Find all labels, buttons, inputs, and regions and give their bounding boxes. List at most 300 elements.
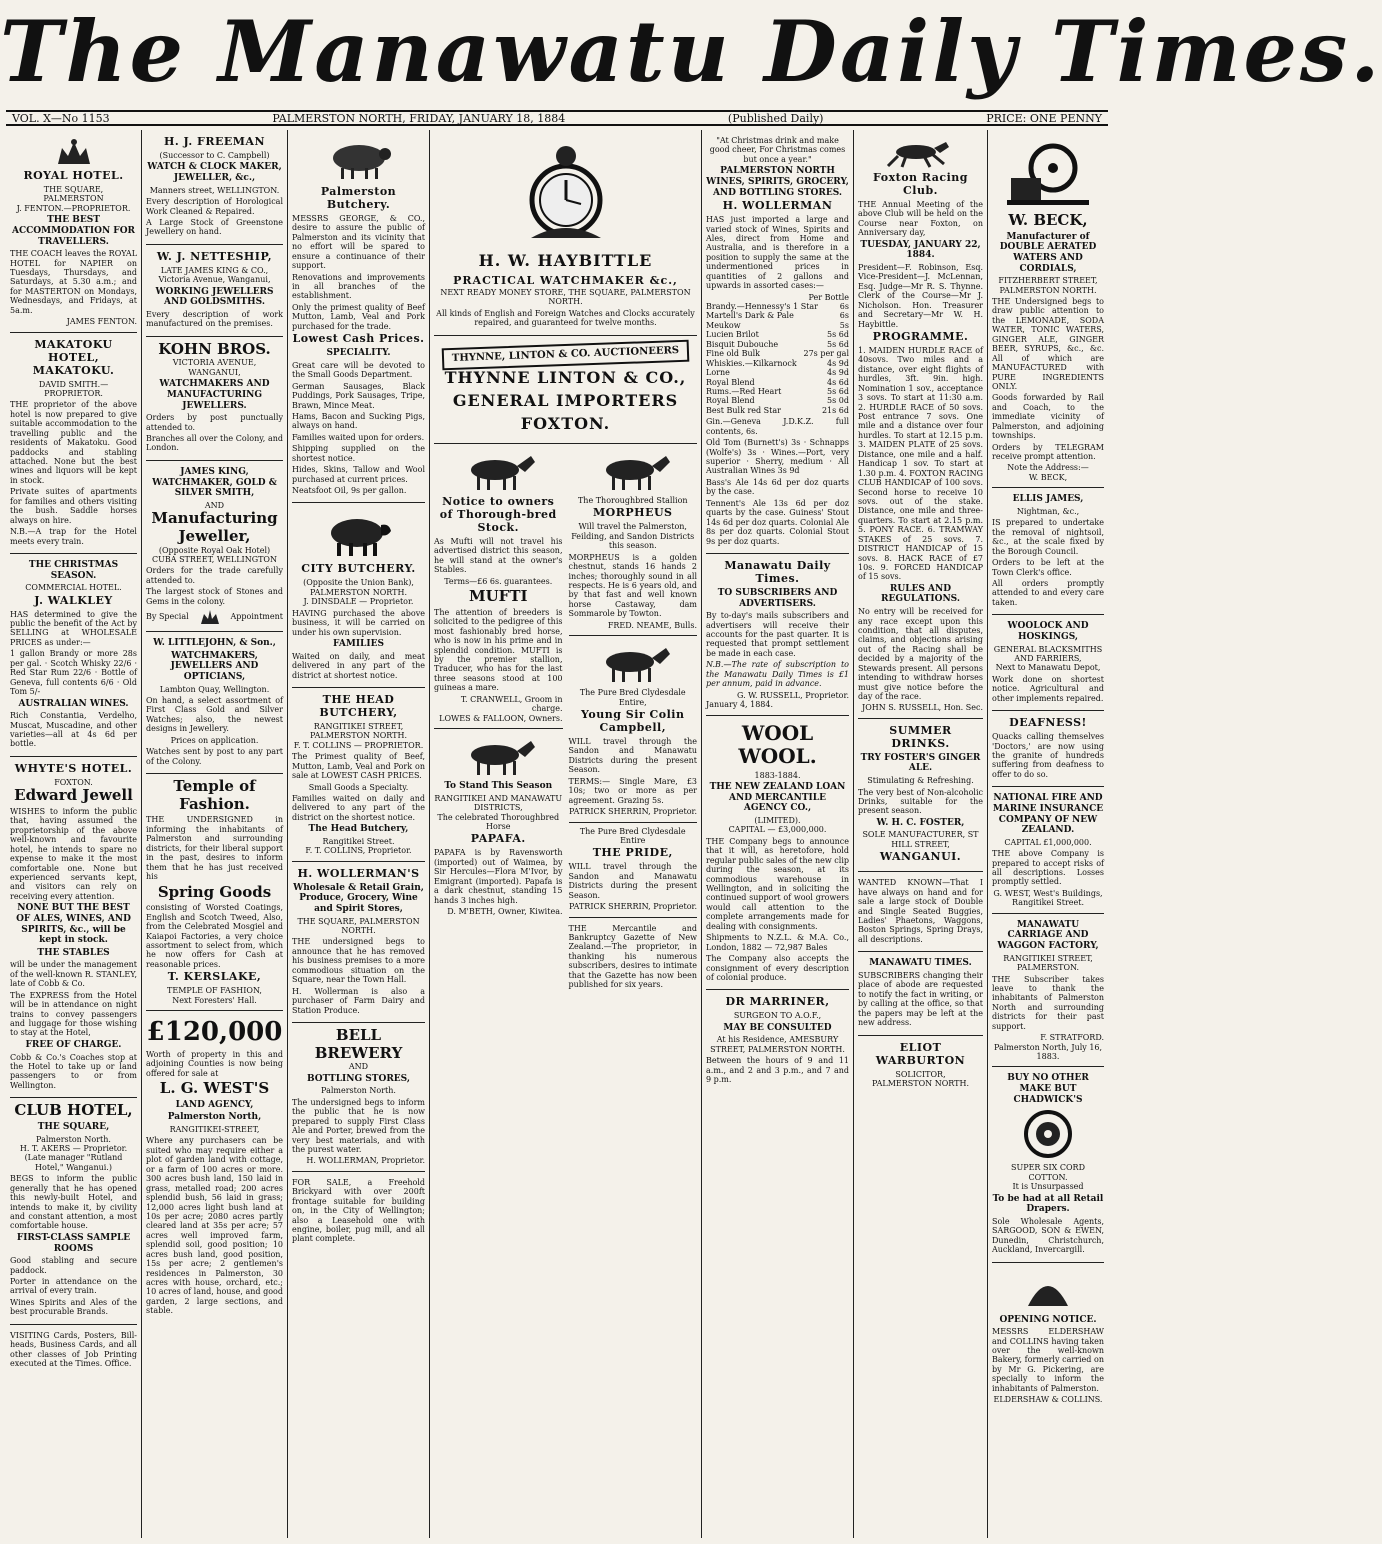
price-item: Whiskies.—Kilkarnock bbox=[706, 358, 797, 368]
temple-head: Temple of Fashion. bbox=[173, 777, 256, 813]
ad-wool bbox=[706, 716, 849, 991]
ad-royal-hotel bbox=[10, 130, 137, 333]
littlejohn-name: W. LITTLEJOHN, & Son., bbox=[153, 638, 276, 649]
column-2 bbox=[142, 130, 288, 1538]
ad-mdt-subscribers bbox=[706, 554, 849, 716]
thynne-town: FOXTON. bbox=[520, 414, 611, 434]
ad-club-hotel bbox=[10, 1098, 137, 1325]
price-item: Lucien Brilot bbox=[706, 330, 759, 340]
volume-number: VOL. X—No 1153 bbox=[12, 111, 110, 125]
club-porter: Porter in attendance on the arrival of every train. bbox=[10, 1277, 137, 1296]
haybittle-address: NEXT READY MONEY STORE, THE SQUARE, PALMERSTON NORTH. bbox=[440, 287, 691, 307]
opening-signature: ELDERSHAW & COLLINS. bbox=[993, 1395, 1103, 1405]
papafa-districts: RANGITIKEI AND MANAWATU DISTRICTS, bbox=[434, 793, 563, 813]
price-item: Royal Blend bbox=[706, 377, 755, 387]
express-body: The EXPRESS from the Hotel will be in attendance on night trains to convey passengers and luggage for those wishing to stay at the Hotel, bbox=[10, 990, 137, 1038]
foxton-body: THE Annual Meeting of the above Club will be held on the Course near Foxton, on Anniversary day, bbox=[858, 199, 983, 238]
club-body: BEGS to inform the public generally that he has opened this newly-built Hotel, and intends to make it, by civility and constant attention, a most comfortable house. bbox=[10, 1174, 137, 1231]
west-body: Worth of property in this and adjoining Counties is now being offered for sale at bbox=[146, 1049, 283, 1078]
city-butchery-proprietor: J. DINSDALE — Proprietor. bbox=[303, 597, 414, 607]
club-town: Palmerston North. bbox=[36, 1134, 111, 1144]
ad-temple-of-fashion bbox=[146, 774, 283, 1011]
papafa-body: PAPAFA is by Ravensworth (imported) out of Waimea, by Sir Hercules—Flora M'Ivor, by Emigrant (imported). Papafa is a dark chestnut, standing 15 hands 3 inches high. bbox=[434, 848, 563, 905]
mercantile-body: THE Mercantile and Bankruptcy Gazette of New Zealand.—The proprietor, in thanking his numerous subscribers, desires to intimate that the Gazette has now been published for six years. bbox=[568, 923, 697, 990]
notice-head: Notice to owners of Thorough-bred Stock. bbox=[439, 495, 557, 534]
masthead bbox=[0, 0, 1382, 104]
ad-wollerman-grain bbox=[292, 862, 425, 1023]
horse-icon bbox=[588, 644, 678, 684]
eliot-name: ELIOT WARBURTON bbox=[875, 1040, 966, 1067]
price-row bbox=[706, 406, 849, 415]
column-4 bbox=[430, 130, 702, 1538]
price-item: Fine old Bulk bbox=[706, 349, 761, 359]
programme-body: 1. MAIDEN HURDLE RACE of 40sovs. Two miles and a distance, over eight flights of hurdles, 3ft. 9in. high. Nomination 1 sov., acceptance 3 sovs. To start at 11:30 a.m. 2. HURDLE RACE of 50 sovs. Post entrance 7 sovs. One mile and a distance over four hurdles. To start at 12.15 p.m. 3. MAIDEN PLATE of 25 sovs. Distance, one mile and a half. Handicap 1 sov. To start at 1.30 p.m. 4. FOXTON RACING CLUB HANDICAP of 100 sovs. Second horse to receive 10 sovs. out of the stake. Distance, one mile and three-quarters. To start at 2.15 p.m. 5. PONY RACE. 6. TRAMWAY STAKES of 25 sovs. 7. DISTRICT HANDICAP of 15 sovs. 8. HACK RACE of £7 10s. 9. FORCED HANDICAP of 15 sovs. bbox=[858, 345, 983, 582]
stables-body: will be under the management of the well-known R. STANLEY, late of Cobb & Co. bbox=[10, 960, 137, 989]
ad-carriage-factory bbox=[992, 914, 1104, 1068]
city-butchery-name: CITY BUTCHERY. bbox=[301, 562, 416, 576]
christmas-quote: "At Christmas drink and make good cheer, For Christmas comes but once a year." bbox=[709, 136, 846, 164]
butchery-shipping: Shipping supplied on the shortest notice. bbox=[292, 444, 425, 463]
mdt-signature: G. W. RUSSELL, Proprietor. bbox=[736, 690, 849, 700]
newspaper-title: The Manawatu Daily Times. bbox=[0, 2, 1382, 101]
ad-eliot-warburton bbox=[858, 1036, 983, 1094]
christmas-hotel: COMMERCIAL HOTEL. bbox=[25, 583, 122, 593]
foxton-date: TUESDAY, JANUARY 22, 1884. bbox=[860, 239, 981, 261]
ellis-name: ELLIS JAMES, bbox=[1012, 494, 1084, 505]
morpheus-intro: The Thoroughbred Stallion bbox=[577, 496, 688, 506]
eliot-title: SOLICITOR, bbox=[895, 1069, 946, 1079]
wool-years: 1883-1884. bbox=[754, 770, 801, 780]
wool-body: THE Company begs to announce that it will, as heretofore, hold regular public sales of the new clip during the season, at its commodious warehouse in Wellington, and in soliciting the continued support of wool growers would call attention to the complete arrangements made for dealing with consignments. bbox=[706, 836, 849, 931]
makatoku-nb: N.B.—A trap for the Hotel meets every train. bbox=[10, 527, 137, 546]
head-butchery-proprietor-2: F. T. COLLINS, Proprietor. bbox=[305, 846, 412, 856]
club-stabling: Good stabling and secure paddock. bbox=[10, 1256, 137, 1275]
bakery-emblem-icon bbox=[1023, 1271, 1073, 1311]
price-value: 6s bbox=[839, 302, 849, 312]
price-value: 21s 6d bbox=[821, 405, 849, 415]
price-row bbox=[706, 359, 849, 368]
papafa-head: PAPAFA. bbox=[470, 832, 526, 846]
column-4-right bbox=[569, 444, 698, 997]
mdt-date: January 4, 1884. bbox=[706, 700, 774, 710]
ad-w-beck bbox=[992, 130, 1104, 488]
netteship-address: Victoria Avenue, Wanganui, bbox=[158, 275, 271, 285]
summer-sub: TRY FOSTER'S GINGER ALE. bbox=[860, 752, 981, 774]
freeman-body: Every description of Horological Work Cleaned & Repaired. bbox=[146, 197, 283, 216]
head-butchery-name-2: The Head Butchery, bbox=[308, 824, 409, 835]
place-and-date: PALMERSTON NORTH, FRIDAY, JANUARY 18, 1884 bbox=[272, 111, 566, 125]
ad-young-sir-colin bbox=[569, 636, 698, 822]
chadwick-agents: Sole Wholesale Agents, SARGOOD, SON & EWEN, Dunedin, Christchurch, Auckland, Invercargill. bbox=[992, 1216, 1104, 1255]
royal-hotel-name: ROYAL HOTEL. bbox=[23, 169, 124, 182]
foxton-head: Foxton Racing Club. bbox=[873, 171, 968, 197]
price-row bbox=[706, 330, 849, 339]
summer-tag: Stimulating & Refreshing. bbox=[867, 776, 974, 786]
club-rooms: FIRST-CLASS SAMPLE ROOMS bbox=[16, 1232, 131, 1254]
ad-bell-brewery bbox=[292, 1023, 425, 1172]
national-body: THE above Company is prepared to accept risks of all descriptions. Losses promptly settled. bbox=[992, 849, 1104, 887]
price-value: 5s 0d bbox=[827, 396, 849, 406]
ad-woolock-hoskings bbox=[992, 615, 1104, 711]
ad-wollerman-stores bbox=[706, 130, 849, 554]
butchery-families: Families waited upon for orders. bbox=[292, 432, 425, 442]
kohn-title: WATCHMAKERS AND MANUFACTURING JEWELLERS. bbox=[159, 379, 270, 411]
mufti-owners: LOWES & FALLOON, Owners. bbox=[439, 713, 563, 723]
ellis-all: All orders promptly attended to and every care taken. bbox=[992, 578, 1104, 607]
pride-intro: The Pure Bred Clydesdale Entire bbox=[579, 826, 686, 845]
ad-makatoku-hotel bbox=[10, 333, 137, 554]
ad-foxton-racing bbox=[858, 130, 983, 719]
bell-and: AND bbox=[348, 1062, 369, 1072]
ad-summer-drinks bbox=[858, 719, 983, 872]
woolock-address: Next to Manawatu Depot, bbox=[995, 663, 1101, 673]
ad-visiting-cards bbox=[10, 1325, 137, 1376]
royal-hotel-best: THE BEST ACCOMMODATION FOR TRAVELLERS. bbox=[11, 215, 136, 247]
wanted-body: WANTED KNOWN—That I have always on hand and for sale a large stock of Double and Single Seated Buggies, Ladies' Phaetons, Waggons, Boston Springs, Spring Drays, all descriptions. bbox=[858, 878, 983, 944]
king-appointment-right: Appointment bbox=[230, 612, 283, 622]
national-head: NATIONAL FIRE AND MARINE INSURANCE COMPANY OF NEW ZEALAND. bbox=[992, 793, 1104, 836]
kohn-address: VICTORIA AVENUE, WANGANUI, bbox=[172, 358, 257, 377]
freeman-successor: (Successor to C. Campbell) bbox=[159, 150, 270, 160]
price-row bbox=[706, 302, 849, 311]
horse-icon bbox=[588, 452, 678, 492]
price-row bbox=[706, 321, 849, 330]
temple-body: THE UNDERSIGNED in informing the inhabitants of Palmerston and surrounding districts, for their liberal support in the past, desires to inform them that he has just received his bbox=[146, 815, 283, 882]
clock-cherub-icon bbox=[511, 138, 621, 248]
head-butchery-address: RANGITIKEI STREET, PALMERSTON NORTH. bbox=[309, 721, 407, 741]
national-signature: G. WEST, West's Buildings, Rangitikei Street. bbox=[993, 888, 1103, 908]
woolock-body: Work done on shortest notice. Agricultural and other implements repaired. bbox=[992, 674, 1104, 703]
ellis-title: Nightman, &c., bbox=[1016, 506, 1080, 516]
ad-christmas-season bbox=[10, 554, 137, 757]
price-value: 5s 6d bbox=[827, 386, 849, 396]
club-name: CLUB HOTEL, bbox=[14, 1101, 133, 1120]
mufti-body: The attention of breeders is solicited to the pedigree of this most fashionably bred horse, who is now in his prime and in splendid condition. MUFTI is by the premier stallion, Traducer, who has for the last three seasons stood at 100 guineas a mare. bbox=[434, 607, 563, 693]
ad-wanted-known bbox=[858, 872, 983, 952]
stores-name: H. WOLLERMAN bbox=[722, 199, 833, 213]
city-butchery-body: HAVING purchased the above business, it will be carried on under his own supervision. bbox=[292, 608, 425, 637]
cotton-reel-seal-icon bbox=[1023, 1109, 1073, 1159]
woolock-title: GENERAL BLACKSMITHS AND FARRIERS, bbox=[993, 644, 1103, 663]
marriner-hours: Between the hours of 9 and 11 a.m., and 2 and 3 p.m., and 7 and 9 p.m. bbox=[706, 1056, 849, 1085]
wool-capital: CAPITAL — £3,000,000. bbox=[728, 825, 827, 835]
littlejohn-body: On hand, a select assortment of First Class Gold and Silver Watches; also, the newest designs in Jewellery. bbox=[146, 696, 283, 734]
ad-ellis-james bbox=[992, 488, 1104, 615]
netteship-late: LATE JAMES KING & CO., bbox=[160, 265, 269, 275]
column-4-left bbox=[434, 444, 563, 997]
columns bbox=[6, 130, 1108, 1538]
city-butchery-waited: Waited on daily, and meat delivered in any part of the district at shortest notice. bbox=[292, 651, 425, 680]
wool-agent: The Company also accepts the consignment of every description of colonial produce. bbox=[706, 954, 849, 982]
notice-terms: Terms—£6 6s. guarantees. bbox=[444, 576, 553, 586]
littlejohn-title: WATCHMAKERS, JEWELLERS AND OPTICIANS, bbox=[170, 650, 259, 682]
stores-body: HAS just imported a large and varied stock of Wines, Spirits and Ales, direct from Home and Australia, and is therefore in a position to supply the same at the undermentioned prices in quantities of 2 gallons and upwards in assorted cases:— bbox=[706, 215, 849, 291]
ad-west-land-agency bbox=[146, 1011, 283, 1323]
freeman-name: H. J. FREEMAN bbox=[163, 135, 266, 148]
christmas-head: THE CHRISTMAS SEASON. bbox=[28, 559, 119, 581]
publication-frequency: (Published Daily) bbox=[727, 111, 824, 125]
rules-head: RULES AND REGULATIONS. bbox=[881, 583, 960, 605]
west-town: Palmerston North, bbox=[167, 1112, 262, 1123]
ad-city-butchery bbox=[292, 503, 425, 688]
king-name: JAMES KING, WATCHMAKER, GOLD & SILVER SMITH, bbox=[152, 466, 277, 499]
woolock-name: WOOLOCK AND HOSKINGS, bbox=[1007, 621, 1089, 642]
king-address: CUBA STREET, WELLINGTON bbox=[152, 554, 277, 564]
head-butchery-address-2: Rangitikei Street. bbox=[322, 836, 395, 846]
haybittle-title: PRACTICAL WATCHMAKER &c., bbox=[453, 273, 678, 287]
bell-title: BOTTLING STORES, bbox=[307, 1073, 410, 1084]
gin-head: Gin.—Geneva J.D.K.Z. full contents, 6s. bbox=[706, 417, 849, 436]
column-1 bbox=[6, 130, 142, 1538]
king-title: Manufacturing Jeweller, bbox=[151, 509, 278, 545]
marriner-may: MAY BE CONSULTED bbox=[723, 1022, 832, 1033]
horse-icon bbox=[453, 737, 543, 777]
king-and: AND bbox=[204, 500, 225, 510]
ad-brickyard bbox=[292, 1172, 425, 1251]
summer-head: SUMMER DRINKS. bbox=[889, 723, 952, 750]
opening-body: MESSRS ELDERSHAW and COLLINS having taken over the well-known Bakery, formerly carried on by Mr G. Pickering, are specially to inform the inhabitants of Palmerston. bbox=[992, 1327, 1104, 1393]
national-capital: CAPITAL £1,000,000. bbox=[1004, 837, 1092, 847]
per-bottle-label: Per Bottle bbox=[808, 292, 849, 302]
netteship-title: WORKING JEWELLERS AND GOLDSMITHS. bbox=[155, 286, 274, 308]
carriage-date: Palmerston North, July 16, 1883. bbox=[993, 1042, 1103, 1061]
wollerman-address: THE SQUARE, PALMERSTON NORTH. bbox=[297, 916, 420, 935]
city-butchery-opposite: (Opposite the Union Bank), bbox=[303, 578, 414, 588]
netteship-name: W. J. NETTESHIP, bbox=[156, 249, 273, 263]
sir-colin-terms: TERMS:— Single Mare, £3 10s; two or more as per agreement. Grazing 5s. bbox=[568, 776, 697, 805]
whytes-proprietor: Edward Jewell bbox=[14, 786, 133, 805]
city-butchery-town: PALMERSTON NORTH. bbox=[309, 587, 407, 597]
mdt-body: By to-day's mails subscribers and advertisers will receive their accounts for the past quarter. It is requested that prompt settlement be made in each case. bbox=[706, 611, 849, 658]
mdt-head: Manawatu Daily Times. bbox=[724, 558, 831, 585]
haybittle-body: All kinds of English and Foreign Watches and Clocks accurately repaired, and guaranteed for twelve months. bbox=[436, 308, 695, 328]
spring-head: Spring Goods bbox=[157, 882, 272, 901]
beck-name: W. BECK, bbox=[1008, 211, 1088, 229]
littlejohn-post: Watches sent by post to any part of the Colony. bbox=[146, 747, 283, 766]
summer-name: W. H. C. FOSTER, bbox=[876, 817, 965, 828]
whytes-body: WISHES to inform the public that, having assumed the proprietorship of the above well-known and favourite hotel, he intends to spare no expense to make it the most comfortable one. None but experienced servants kept, and visitors can rely on receiving every attention. bbox=[10, 806, 137, 901]
butchery-renovations: Renovations and improvements in all branches of the establishment. bbox=[292, 272, 425, 301]
pride-head: THE PRIDE, bbox=[592, 846, 673, 860]
king-opposite: (Opposite Royal Oak Hotel) bbox=[158, 545, 271, 555]
head-butchery-families: Families waited on daily and delivered to any part of the district on the shortest notice. bbox=[292, 793, 425, 822]
price-row bbox=[706, 378, 849, 387]
marriner-address: At his Residence, AMESBURY STREET, PALMERSTON NORTH. bbox=[710, 1035, 845, 1054]
ellis-body: IS prepared to undertake the removal of nightsoil, &c., at the scale fixed by the Borough Council. bbox=[992, 518, 1104, 556]
ad-mercantile-gazette bbox=[569, 918, 698, 997]
head-butchery-name: THE HEAD BUTCHERY, bbox=[319, 692, 398, 719]
royal-hotel-signature: JAMES FENTON. bbox=[66, 317, 137, 327]
express-free: FREE OF CHARGE. bbox=[25, 1039, 122, 1050]
makatoku-body: THE proprietor of the above hotel is now prepared to give suitable accommodation to the travelling public and the residents of Makatoku. Good paddocks and stabling attached. None but the best wines and liquors will be kept in stock. bbox=[10, 400, 137, 485]
ale-head: Bass's Ale 14s 6d per doz quarts by the case. bbox=[706, 477, 849, 497]
ad-morpheus bbox=[569, 444, 698, 636]
summer-body: The very best of Non-alcoholic Drinks, suitable for the present season. bbox=[858, 787, 983, 816]
royal-hotel-place: THE SQUARE, bbox=[43, 184, 104, 194]
ad-the-pride bbox=[569, 823, 698, 918]
makatoku-extra: Private suites of apartments for families and others visiting the bush. Saddle horses always on hire. bbox=[10, 487, 137, 525]
rules-signature: JOHN S. RUSSELL, Hon. Sec. bbox=[862, 703, 983, 713]
eliot-town: PALMERSTON NORTH. bbox=[871, 1078, 969, 1088]
price-row bbox=[706, 387, 849, 396]
sir-colin-head: Young Sir Colin Campbell, bbox=[581, 708, 685, 735]
whytes-town: FOXTON. bbox=[54, 777, 93, 787]
city-butchery-families: FAMILIES bbox=[333, 639, 384, 650]
price-value: 5s 6d bbox=[827, 339, 849, 349]
butchery-speciality: SPECIALITY. bbox=[326, 348, 391, 359]
ad-netteship bbox=[146, 245, 283, 337]
chadwick-head: BUY NO OTHER MAKE BUT CHADWICK'S bbox=[1007, 1073, 1089, 1105]
wollerman-title: Wholesale & Retail Grain, Produce, Grocery, Wine and Spirit Stores, bbox=[293, 882, 424, 914]
kohn-body: Orders by post punctually attended to. bbox=[146, 413, 283, 432]
carriage-signature: F. STRATFORD. bbox=[1040, 1033, 1104, 1043]
times-body: SUBSCRIBERS changing their place of abode are requested to notify the fact in writing, or by calling at the office, so that the papers may be left at the new address. bbox=[858, 970, 983, 1028]
deafness-head: DEAFNESS! bbox=[1009, 716, 1087, 730]
bell-signature: H. WOLLERMAN, Proprietor. bbox=[306, 1156, 425, 1166]
thynne-banner: THYNNE, LINTON & CO. AUCTIONEERS bbox=[442, 339, 690, 369]
ad-chadwicks bbox=[992, 1067, 1104, 1262]
column-5 bbox=[702, 130, 854, 1538]
wollerman-body: THE undersigned begs to announce that he has removed his business premises to a more commodious situation on the Square, near the Town Hall. bbox=[292, 937, 425, 985]
butchery-low-prices: Lowest Cash Prices. bbox=[292, 332, 425, 346]
sheep-icon bbox=[319, 138, 399, 182]
beck-goods: Goods forwarded by Rail and Coach, to the immediate vicinity of Palmerston, and adjoining townships. bbox=[992, 393, 1104, 441]
price-list bbox=[706, 302, 849, 415]
price-item: Best Bulk red Star bbox=[706, 405, 781, 415]
ad-haybittle bbox=[434, 130, 697, 336]
pride-signature: PATRICK SHERRIN, Proprietor. bbox=[568, 902, 697, 912]
ad-thynne-linton bbox=[434, 336, 697, 444]
king-body: Orders for the trade carefully attended to. bbox=[146, 566, 283, 585]
butchery-hides: Hides, Skins, Tallow and Wool purchased at current prices. bbox=[292, 465, 425, 484]
price-value: 27s per gal bbox=[803, 349, 849, 359]
freeman-stock: A Large Stock of Greenstone Jewellery on hand. bbox=[146, 217, 283, 237]
wollerman-signature: H. Wollerman is also a purchaser of Farm Dairy and Station Produce. bbox=[292, 986, 425, 1015]
morpheus-sub: Will travel the Palmerston, Feilding, and Sandon Districts this season. bbox=[571, 522, 695, 551]
morpheus-head: MORPHEUS bbox=[593, 506, 673, 520]
bell-town: Palmerston North. bbox=[321, 1086, 396, 1096]
kohn-branches: Branches all over the Colony, and London. bbox=[146, 434, 283, 453]
west-name: L. G. WEST'S bbox=[159, 1079, 270, 1098]
royal-hotel-town: PALMERSTON bbox=[43, 194, 104, 204]
summer-address: SOLE MANUFACTURER, ST HILL STREET, bbox=[862, 830, 979, 849]
butchery-name: Palmerston Butchery. bbox=[320, 185, 397, 211]
times-head: MANAWATU TIMES. bbox=[869, 958, 972, 969]
king-stock: The largest stock of Stones and Gems in the colony. bbox=[146, 587, 283, 606]
summer-town: WANGANUI. bbox=[879, 850, 962, 864]
makatoku-proprietor: DAVID SMITH.—PROPRIETOR. bbox=[38, 379, 109, 398]
whytes-name: WHYTE'S HOTEL. bbox=[14, 761, 133, 775]
club-late: (Late manager "Rutland Hotel," Wanganui.) bbox=[24, 1153, 123, 1172]
column-3 bbox=[288, 130, 430, 1538]
king-appointment-left: By Special bbox=[146, 612, 189, 622]
ad-dr-marriner bbox=[706, 990, 849, 1091]
carriage-address: RANGITIKEI STREET, PALMERSTON. bbox=[1003, 953, 1093, 973]
ad-head-butchery bbox=[292, 688, 425, 862]
programme-head: PROGRAMME. bbox=[872, 329, 969, 343]
butchery-care: Great care will be devoted to the Small Goods Department. bbox=[292, 360, 425, 380]
column-4-subcolumns bbox=[434, 444, 697, 997]
freeman-title: WATCH & CLOCK MAKER, JEWELLER, &c., bbox=[147, 162, 282, 184]
ad-whytes-hotel bbox=[10, 757, 137, 1098]
haybittle-name: H. W. HAYBITTLE bbox=[478, 251, 653, 270]
marriner-name: DR MARRINER, bbox=[725, 995, 830, 1009]
netteship-body: Every description of work manufactured on the premises. bbox=[146, 309, 283, 329]
price-item: Bisquit Dubouche bbox=[706, 339, 779, 349]
sir-colin-signature: PATRICK SHERRIN, Proprietor. bbox=[568, 807, 697, 817]
bell-body: The undersigned begs to inform the public that he is now prepared to supply First Class Ale and Porter, brewed from the very best materials, and with the purest water. bbox=[292, 1097, 425, 1154]
thynne-title: GENERAL IMPORTERS bbox=[452, 391, 679, 411]
dateline-bar bbox=[6, 110, 1108, 126]
west-street: RANGITIKEI-STREET, bbox=[169, 1125, 260, 1135]
horse-icon bbox=[453, 452, 543, 492]
price: PRICE: ONE PENNY bbox=[986, 111, 1102, 125]
kerslake-name: T. KERSLAKE, bbox=[167, 970, 262, 984]
deafness-body: Quacks calling themselves 'Doctors,' are now using the granite of hundreds suffering from deafness to offer to do so. bbox=[992, 732, 1104, 779]
price-item: Rums.—Red Heart bbox=[706, 386, 782, 396]
wool-head: WOOL WOOL. bbox=[738, 720, 817, 769]
butchery-quality: Only the primest quality of Beef Mutton, Lamb, Veal and Pork purchased for the trade. bbox=[292, 302, 425, 331]
christmas-name: J. WALKLEY bbox=[34, 593, 113, 607]
ad-deafness bbox=[992, 711, 1104, 787]
wool-limited: (LIMITED). bbox=[754, 815, 801, 825]
sir-colin-body: WILL travel through the Sandon and Manawatu Districts during the present Season. bbox=[568, 737, 697, 775]
kerslake-shop: TEMPLE OF FASHION, bbox=[167, 986, 262, 996]
club-wines: Wines Spirits and Ales of the best procurable Brands. bbox=[10, 1297, 137, 1317]
pride-body: WILL travel through the Sandon and Manawatu Districts during the present Season. bbox=[568, 862, 697, 900]
price-value: 5s bbox=[839, 320, 849, 330]
morpheus-signature: FRED. NEAME, Bulls. bbox=[607, 620, 697, 630]
freeman-address: Manners street, WELLINGTON. bbox=[149, 185, 280, 195]
littlejohn-address: Lambton Quay, Wellington. bbox=[159, 684, 270, 694]
papafa-signature: D. M'BETH, Owner, Kiwitea. bbox=[447, 907, 563, 916]
whytes-none: NONE BUT THE BEST OF ALES, WINES, AND SPIRITS, &c., will be kept in stock. bbox=[16, 903, 131, 946]
racing-horse-icon bbox=[876, 138, 966, 168]
ad-manawatu-times bbox=[858, 952, 983, 1035]
price-value: 4s 9d bbox=[827, 368, 849, 378]
foxton-officers: President—F. Robinson, Esq. Vice-President—J. McLennan, Esq. Judge—Mr R. S. Thynne. Clerk of the Course—Mr J. Nicholson. Hon. Treasurer and Secretary—Mr W. H. Haybittle. bbox=[858, 262, 983, 329]
butchery-goods: German Sausages, Black Puddings, Pork Sausages, Tripe, Brawn, Mince Meat. bbox=[292, 381, 425, 410]
beck-body: THE Undersigned begs to draw public attention to the LEMONADE, SODA WATER, TONIC WATERS, GINGER ALE, GINGER BEER, SYRUPS, &c., &c. All of which are MANUFACTURED with PURE INGREDIENTS ONLY. bbox=[992, 297, 1104, 391]
opening-head: OPENING NOTICE. bbox=[999, 1314, 1097, 1325]
price-item: Lorne bbox=[706, 368, 730, 378]
beck-title: Manufacturer of DOUBLE AERATED WATERS AND CORDIALS, bbox=[999, 231, 1097, 274]
butchery-hams: Hams, Bacon and Sucking Pigs, always on hand. bbox=[292, 411, 425, 431]
stores-head: PALMERSTON NORTH WINES, SPIRITS, GROCERY, AND BOTTLING STORES. bbox=[706, 166, 849, 198]
mdt-nb: N.B.—The rate of subscription to the Manawatu Daily Times is £1 per annum, paid in advance. bbox=[706, 660, 849, 689]
brickyard-body: FOR SALE, a Freehold Brickyard with over 200ft frontage suitable for building on, in the City of Wellington; also a Leasehold one with engine, boiler, pug mill, and all plant complete. bbox=[292, 1177, 425, 1244]
west-title: LAND AGENCY, bbox=[175, 1099, 254, 1110]
wool-shipments: Shipments to N.Z.L. & M.A. Co., London, 1882 — 72,987 Bales bbox=[706, 933, 849, 952]
marriner-title: SURGEON TO A.O.F., bbox=[733, 1011, 822, 1021]
royal-hotel-proprietor: J. FENTON.—PROPRIETOR. bbox=[16, 203, 131, 213]
price-row bbox=[706, 311, 849, 320]
king-appointment bbox=[146, 608, 283, 626]
ad-national-insurance bbox=[992, 787, 1104, 914]
column-6 bbox=[854, 130, 988, 1538]
ad-opening-notice bbox=[992, 1263, 1104, 1410]
australian-wines-body: Rich Constantia, Verdelho, Muscat, Muscadine, and other varieties—all at 4s 6d per bottle. bbox=[10, 711, 137, 749]
royal-hotel-coach: THE COACH leaves the ROYAL HOTEL for NAPIER on Tuesdays, Thursdays, and Saturdays, at 5.30 a.m.; and for MASTERTON on Mondays, Wednesdays, and Fridays, at 5a.m. bbox=[10, 249, 137, 315]
price-value: 4s 9d bbox=[827, 358, 849, 368]
ad-james-king bbox=[146, 461, 283, 632]
club-place: THE SQUARE, bbox=[37, 1121, 110, 1132]
price-value: 4s 6d bbox=[827, 377, 849, 387]
carriage-head: MANAWATU CARRIAGE AND WAGGON FACTORY, bbox=[997, 919, 1099, 952]
papafa-intro: To Stand This Season bbox=[444, 781, 553, 792]
sir-colin-intro: The Pure Bred Clydesdale Entire, bbox=[579, 688, 686, 707]
price-item: Brandy.—Hennessy's 1 Star bbox=[706, 302, 818, 312]
